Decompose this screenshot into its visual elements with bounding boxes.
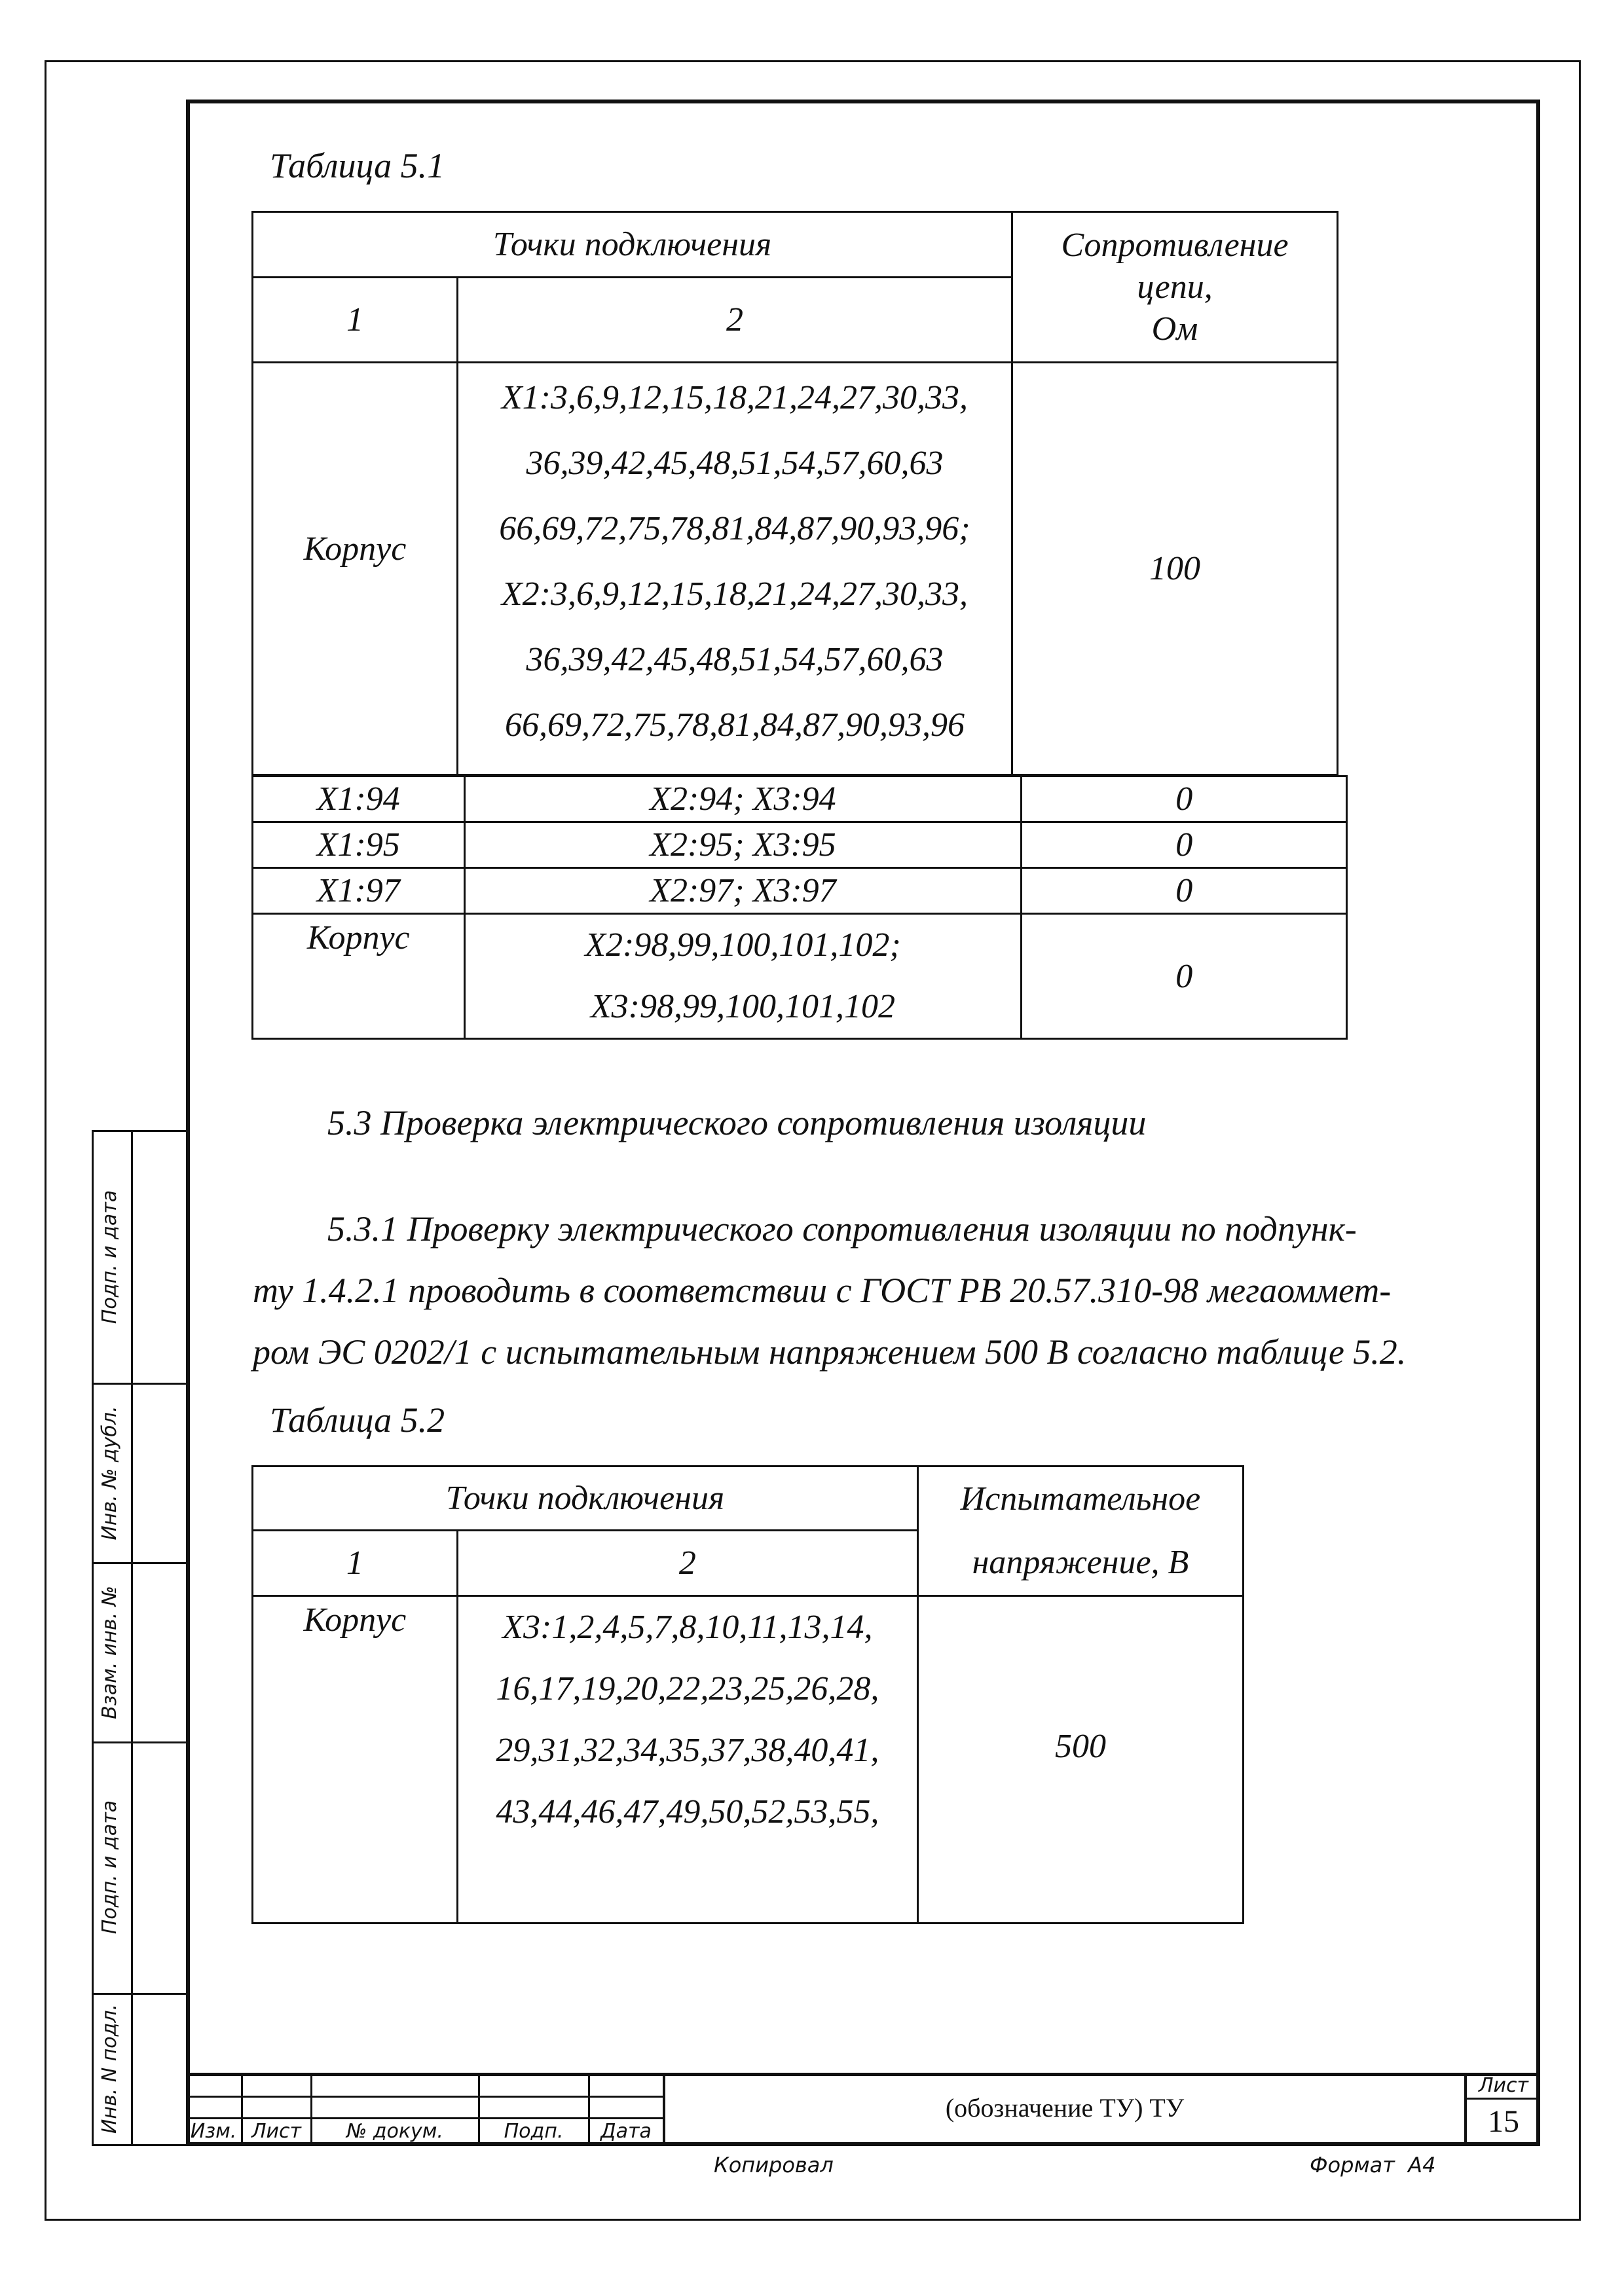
table2-header-voltage-1: Испытательное: [917, 1467, 1243, 1531]
document-designation: (обозначение ТУ) ТУ: [945, 2093, 1185, 2123]
table-cell: 100: [1012, 363, 1338, 775]
title-col-sheet: Лист: [251, 2120, 302, 2143]
outer-border-bottom: [45, 2219, 1581, 2221]
side-label-replace-inv: Взам. инв. №: [98, 1586, 121, 1719]
title-col-sign: Подп.: [504, 2120, 564, 2143]
table-5-2: [251, 1465, 1244, 1924]
table2-header-col1: 1: [253, 1531, 458, 1596]
table-cell: Корпус: [253, 914, 465, 1039]
outer-border-left: [45, 60, 46, 2221]
table2-header-voltage-2: напряжение, В: [917, 1531, 1243, 1596]
frame-left: [186, 100, 190, 2146]
table-cell: 0: [1022, 868, 1347, 914]
table-cell: X2:97; X3:97: [464, 868, 1022, 914]
sheet-label: Лист: [1478, 2074, 1529, 2097]
table-cell: 0: [1022, 914, 1347, 1039]
frame-top: [186, 100, 1540, 103]
table-cell: 0: [1022, 822, 1347, 868]
outer-border-top: [45, 60, 1581, 62]
table-cell: 500: [917, 1596, 1243, 1923]
table1-header-col1: 1: [253, 278, 458, 363]
title-col-date: Дата: [600, 2120, 652, 2143]
table1-caption: Таблица 5.1: [270, 146, 445, 185]
paragraph-line-3: ром ЭС 0202/1 с испытательным напряжением 500 В согласно таблице 5.2.: [253, 1332, 1407, 1372]
table1-header-points: Точки подключения: [253, 212, 1012, 278]
side-label-sign-date-1: Подп. и дата: [98, 1190, 121, 1324]
paragraph-line-1: 5.3.1 Проверку электрического сопротивления изоляции по подпунк-: [327, 1209, 1357, 1248]
side-label-dup-inv: Инв. № дубл.: [98, 1406, 121, 1540]
title-col-doc-no: № докум.: [346, 2120, 443, 2143]
table-cell: X1:3,6,9,12,15,18,21,24,27,30,33, 36,39,42,45,48,51,54,57,60,63 66,69,72,75,78,81,84,87,90,93,96; X2:3,6,9,12,15,18,21,24,27,30,33, 36,39,42,45,48,51,54,57,60,63 66,69,72,75,78,81,84,87,90,93,96: [457, 363, 1012, 775]
table-cell: Корпус: [253, 1596, 458, 1923]
table2-header-points: Точки подключения: [253, 1467, 918, 1531]
table-cell: Корпус: [253, 363, 458, 775]
title-col-change: Изм.: [190, 2120, 237, 2143]
table-cell: X2:95; X3:95: [464, 822, 1022, 868]
table-cell: X1:94: [253, 776, 465, 822]
frame-right: [1536, 100, 1540, 2146]
section-heading: 5.3 Проверка электрического сопротивления изоляции: [327, 1103, 1147, 1142]
table-cell: 0: [1022, 776, 1347, 822]
table-cell: X3:1,2,4,5,7,8,10,11,13,14, 16,17,19,20,22,23,25,26,28, 29,31,32,34,35,37,38,40,41, 43,44,46,47,49,50,52,53,55,: [457, 1596, 917, 1923]
table-cell: X2:94; X3:94: [464, 776, 1022, 822]
table2-header-col2: 2: [457, 1531, 917, 1596]
side-label-orig-inv: Инв. N подл.: [98, 2003, 121, 2134]
paragraph-line-2: ту 1.4.2.1 проводить в соответствии с ГОСТ РВ 20.57.310-98 мегаоммет-: [253, 1271, 1392, 1310]
outer-border-right: [1579, 60, 1581, 2221]
table-5-1-continued: [251, 775, 1348, 1040]
footer-format: Формат А4: [1310, 2153, 1436, 2178]
table1-header-resistance: Сопротивление цепи, Ом: [1012, 212, 1338, 363]
footer-copied: Копировал: [714, 2153, 834, 2178]
table-cell: X1:95: [253, 822, 465, 868]
table-cell: X2:98,99,100,101,102; X3:98,99,100,101,102: [464, 914, 1022, 1039]
table-5-1: [251, 211, 1338, 776]
side-label-sign-date-2: Подп. и дата: [98, 1800, 121, 1935]
table-cell: X1:97: [253, 868, 465, 914]
table2-caption: Таблица 5.2: [270, 1400, 445, 1440]
table1-header-col2: 2: [457, 278, 1012, 363]
sheet-number: 15: [1488, 2104, 1519, 2139]
